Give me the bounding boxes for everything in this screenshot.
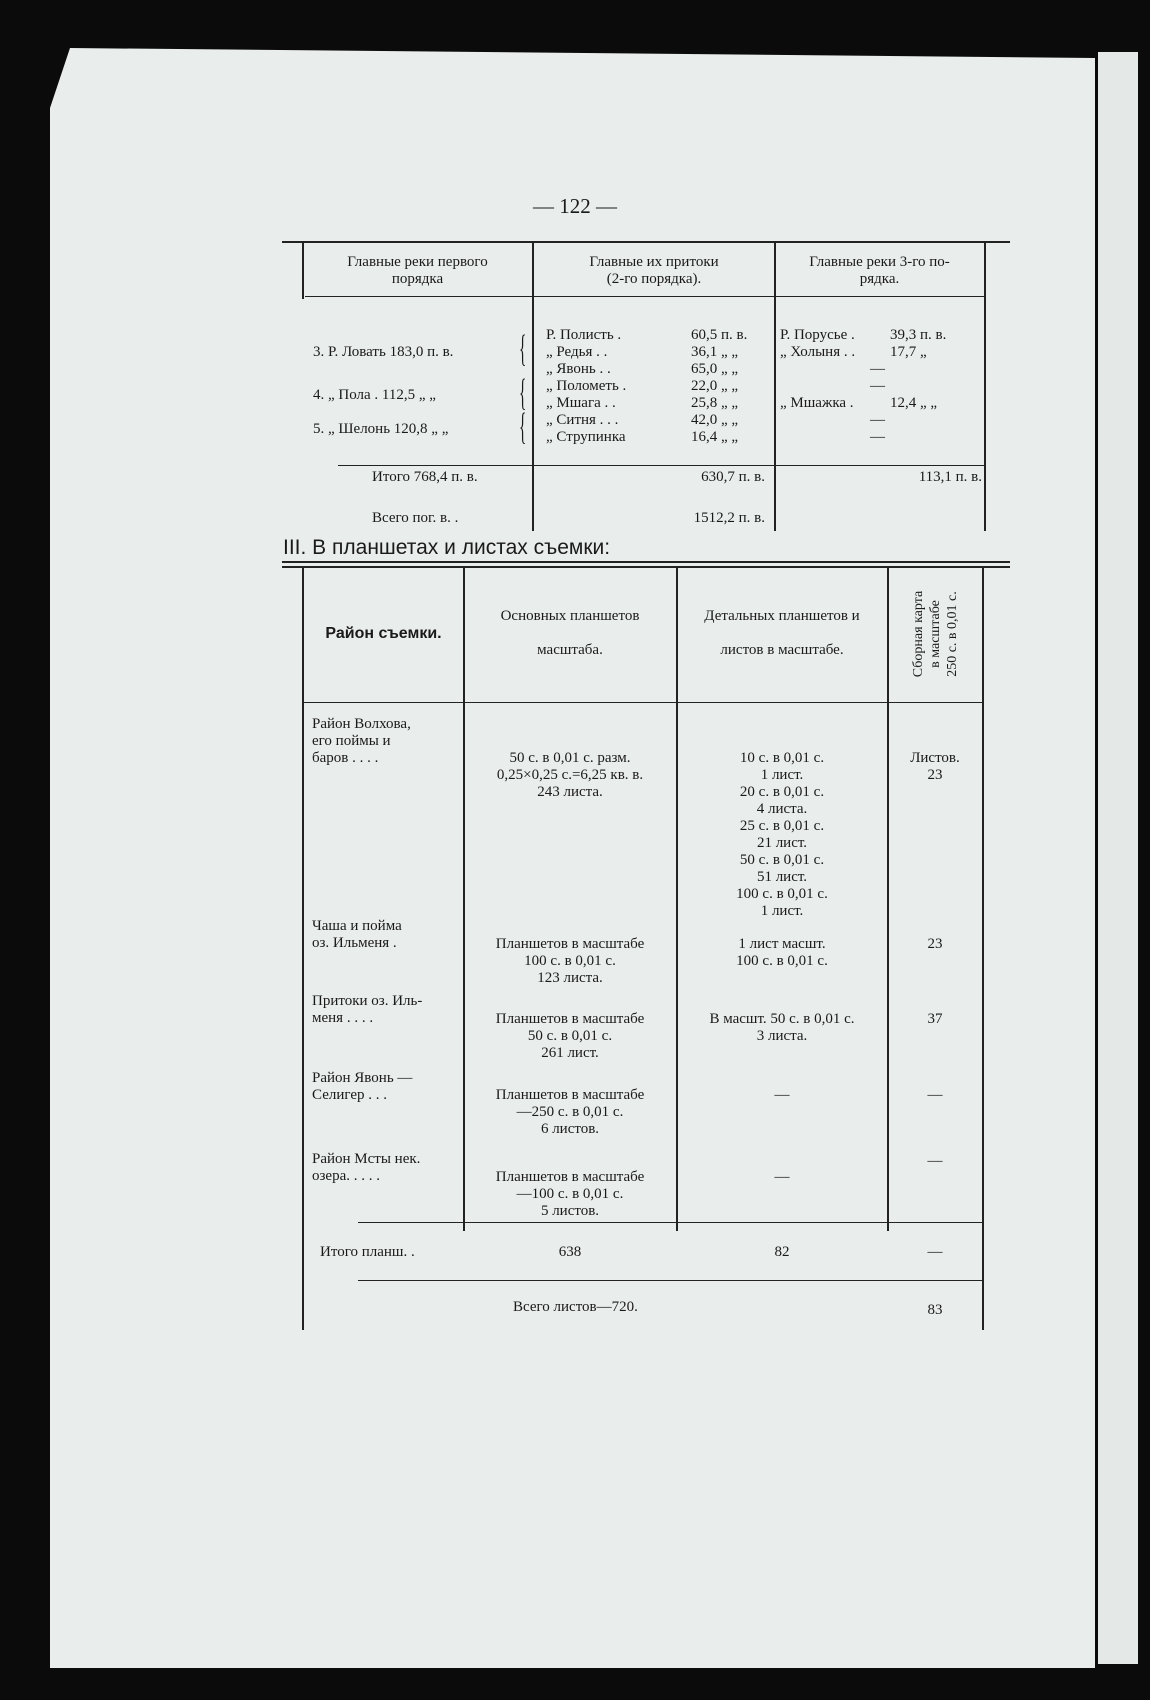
- survey-row-yavon-region: Район Явонь — Селигер . . .: [312, 1070, 413, 1103]
- survey-row-chasha-detail: 1 лист масшт. 100 с. в 0,01 с.: [736, 936, 828, 969]
- survey-row-msta-map: —: [927, 1153, 943, 1169]
- survey-row-chasha-region: Чаша и пойма оз. Ильменя .: [312, 918, 402, 951]
- survey-row-chasha-main: Планшетов в масштабе 100 с. в 0,01 с. 123 листа.: [495, 936, 645, 986]
- survey-row-volkhov-main: 50 с. в 0,01 с. разм. 0,25×0,25 с.=6,25 кв. в. 243 листа.: [496, 750, 644, 800]
- page-number: — 122 —: [533, 194, 617, 218]
- survey-header-main-line2: масштаба.: [537, 642, 603, 658]
- brace-pola: {: [519, 372, 527, 414]
- survey-itogo-main: 638: [558, 1244, 582, 1260]
- next-page-edge: [1098, 52, 1138, 1664]
- rivers-itogo-col2: 630,7 п. в.: [701, 469, 765, 485]
- survey-header-map: Сборная карта в масштабе 250 с. в 0,01 с.: [911, 590, 960, 678]
- rivers-vsego-col2: 1512,2 п. в.: [693, 510, 765, 526]
- survey-row-pritoki-detail: В масшт. 50 с. в 0,01 с. 3 листа.: [709, 1011, 855, 1044]
- survey-header-region: Район съемки.: [325, 625, 442, 642]
- third-order-values: 39,3 п. в. 17,7 „ — — 12,4 „ „ — —: [870, 327, 947, 445]
- survey-header-main-line1: Основных планшетов: [500, 608, 640, 624]
- survey-row-volkhov-region: Район Волхова, его поймы и баров . . . .: [312, 716, 411, 766]
- survey-row-volkhov-detail: 10 с. в 0,01 с. 1 лист. 20 с. в 0,01 с. 4 листа. 25 с. в 0,01 с. 21 лист. 50 с. в 0,01 с. 51 лист. 100 с. в 0,01 с. 1 лист.: [736, 750, 828, 919]
- rivers-header-third-order: Главные реки 3-го по- рядка.: [809, 254, 950, 287]
- survey-vsego-label: Всего листов—720.: [513, 1299, 638, 1315]
- third-order-names: Р. Порусье . „ Холыня . . „ Мшажка .: [780, 327, 856, 411]
- survey-row-yavon-map: —: [927, 1087, 943, 1103]
- survey-row-msta-main: Планшетов в масштабе —100 с. в 0,01 с. 5 листов.: [495, 1169, 645, 1219]
- survey-row-pritoki-map: 37: [927, 1011, 943, 1027]
- survey-header-detail-line2: листов в масштабе.: [720, 642, 844, 658]
- river-shelon: 5. „ Шелонь 120,8 „ „: [313, 421, 449, 437]
- rivers-itogo-label: Итого 768,4 п. в.: [372, 469, 478, 485]
- page-sheet: [50, 48, 1095, 1668]
- survey-vsego-map: 83: [927, 1302, 943, 1318]
- river-lovat: 3. Р. Ловать 183,0 п. в.: [313, 344, 454, 360]
- survey-itogo-label: Итого планш. .: [320, 1244, 415, 1260]
- tributary-names: Р. Полисть . „ Редья . . „ Явонь . . „ Полометь . „ Мшага . . „ Ситня . . . „ Струпинка: [546, 327, 627, 445]
- survey-row-volkhov-map: Листов. 23: [910, 750, 960, 783]
- rivers-itogo-col3: 113,1 п. в.: [918, 469, 982, 485]
- survey-row-msta-region: Район Мсты нек. озера. . . . .: [312, 1151, 421, 1184]
- survey-row-yavon-main: Планшетов в масштабе —250 с. в 0,01 с. 6 листов.: [495, 1087, 645, 1137]
- survey-row-msta-detail: —: [774, 1169, 790, 1185]
- rivers-header-first-order: Главные реки первого порядка: [347, 254, 488, 287]
- survey-header-detail-line1: Детальных планшетов и: [704, 608, 860, 624]
- tributary-values: 60,5 п. в. 36,1 „ „ 65,0 „ „ 22,0 „ „ 25,8 „ „ 42,0 „ „ 16,4 „ „: [691, 327, 748, 445]
- brace-shelon: {: [519, 406, 527, 448]
- rivers-vsego-label: Всего пог. в. .: [372, 510, 459, 526]
- rivers-header-tributaries: Главные их притоки (2-го порядка).: [589, 254, 719, 287]
- survey-itogo-map: —: [927, 1244, 943, 1260]
- survey-row-yavon-detail: —: [774, 1087, 790, 1103]
- section-rule: [282, 566, 1010, 568]
- survey-row-pritoki-main: Планшетов в масштабе 50 с. в 0,01 с. 261 лист.: [495, 1011, 645, 1061]
- survey-itogo-detail: 82: [774, 1244, 790, 1260]
- survey-row-pritoki-region: Притоки оз. Иль- меня . . . .: [312, 993, 423, 1026]
- brace-lovat: {: [519, 328, 527, 370]
- section-title: III. В планшетах и листах съемки:: [283, 536, 611, 559]
- survey-row-chasha-map: 23: [927, 936, 943, 952]
- river-pola: 4. „ Пола . 112,5 „ „: [313, 387, 436, 403]
